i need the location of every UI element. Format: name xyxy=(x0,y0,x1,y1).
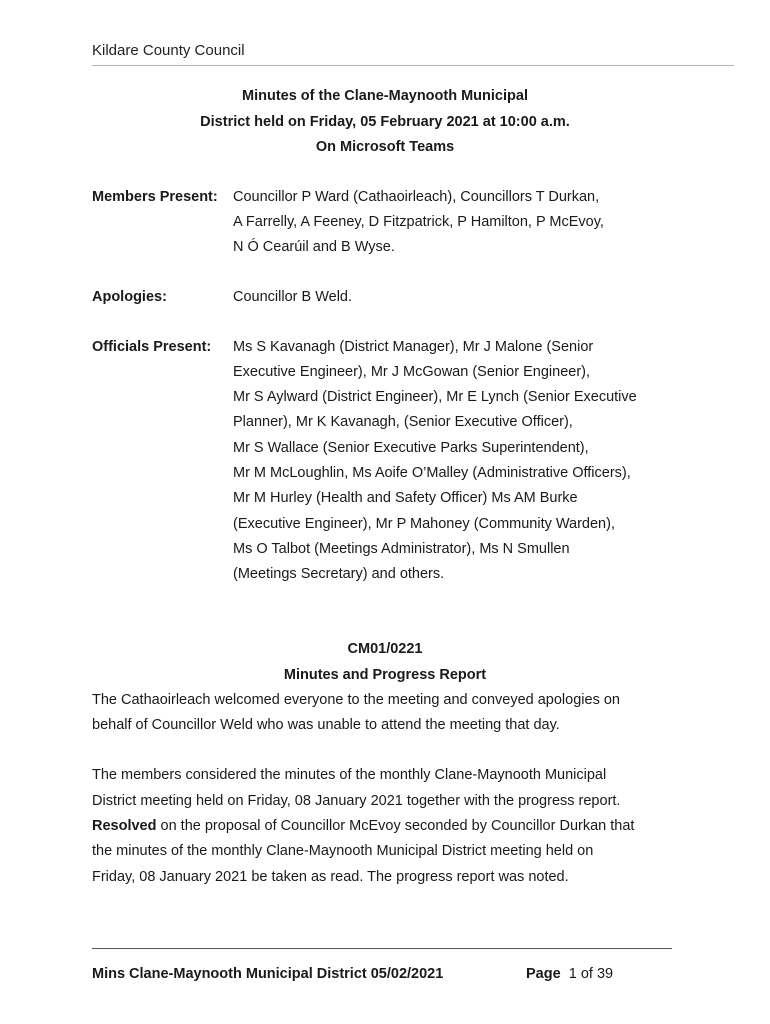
resolved-keyword: Resolved xyxy=(92,818,157,834)
officials-line: Mr M Hurley (Health and Safety Officer) Ms AM Burke xyxy=(233,490,578,506)
apologies-label: Apologies: xyxy=(92,289,167,305)
paragraph-line: The Cathaoirleach welcomed everyone to the meeting and conveyed apologies on xyxy=(92,692,620,708)
officials-line: (Meetings Secretary) and others. xyxy=(233,566,445,582)
paragraph-line: The members considered the minutes of the monthly Clane-Maynooth Municipal xyxy=(92,767,607,783)
officials-line: Mr S Wallace (Senior Executive Parks Superintendent), xyxy=(233,440,589,456)
members-line: Councillor P Ward (Cathaoirleach), Councillors T Durkan, xyxy=(233,189,600,205)
title-line-1: Minutes of the Clane-Maynooth Municipal xyxy=(242,88,528,104)
members-line: N Ó Cearúil and B Wyse. xyxy=(233,239,395,255)
officials-line: Mr M McLoughlin, Ms Aoife O’Malley (Administrative Officers), xyxy=(233,465,631,481)
paragraph-line: the minutes of the monthly Clane-Maynooth Municipal District meeting held on xyxy=(92,843,594,859)
officials-line: Ms O Talbot (Meetings Administrator), Ms N Smullen xyxy=(233,541,570,557)
officials-line: (Executive Engineer), Mr P Mahoney (Community Warden), xyxy=(233,516,615,532)
resolution-text: on the proposal of Councillor McEvoy seconded by Councillor Durkan that xyxy=(156,818,635,834)
page-word: Page xyxy=(526,966,561,982)
resolution-line xyxy=(92,818,634,834)
officials-line: Executive Engineer), Mr J McGowan (Senior Engineer), xyxy=(233,364,591,380)
footer-page-number xyxy=(526,966,613,982)
officials-line: Ms S Kavanagh (District Manager), Mr J Malone (Senior xyxy=(233,339,594,355)
officials-line: Mr S Aylward (District Engineer), Mr E Lynch (Senior Executive xyxy=(233,389,637,405)
item-heading: Minutes and Progress Report xyxy=(283,667,487,683)
members-present-label: Members Present: xyxy=(92,189,218,205)
officials-line: Planner), Mr K Kavanagh, (Senior Executive Officer), xyxy=(233,414,573,430)
footer-divider xyxy=(92,948,672,949)
title-line-3: On Microsoft Teams xyxy=(315,139,455,155)
paragraph-line: District meeting held on Friday, 08 January 2021 together with the progress report. xyxy=(92,793,621,809)
footer-document-label: Mins Clane-Maynooth Municipal District 05/02/2021 xyxy=(92,966,444,982)
officials-present-label: Officials Present: xyxy=(92,339,212,355)
page-count: 1 of 39 xyxy=(568,966,614,982)
paragraph-line: Friday, 08 January 2021 be taken as read. The progress report was noted. xyxy=(92,869,569,885)
members-line: A Farrelly, A Feeney, D Fitzpatrick, P Hamilton, P McEvoy, xyxy=(233,214,604,230)
title-line-2: District held on Friday, 05 February 2021 at 10:00 a.m. xyxy=(200,114,570,130)
apologies-line: Councillor B Weld. xyxy=(233,289,353,305)
paragraph-line: behalf of Councillor Weld who was unable to attend the meeting that day. xyxy=(92,717,560,733)
header-divider xyxy=(92,65,734,66)
item-code: CM01/0221 xyxy=(347,641,423,657)
organisation-name: Kildare County Council xyxy=(92,42,245,59)
